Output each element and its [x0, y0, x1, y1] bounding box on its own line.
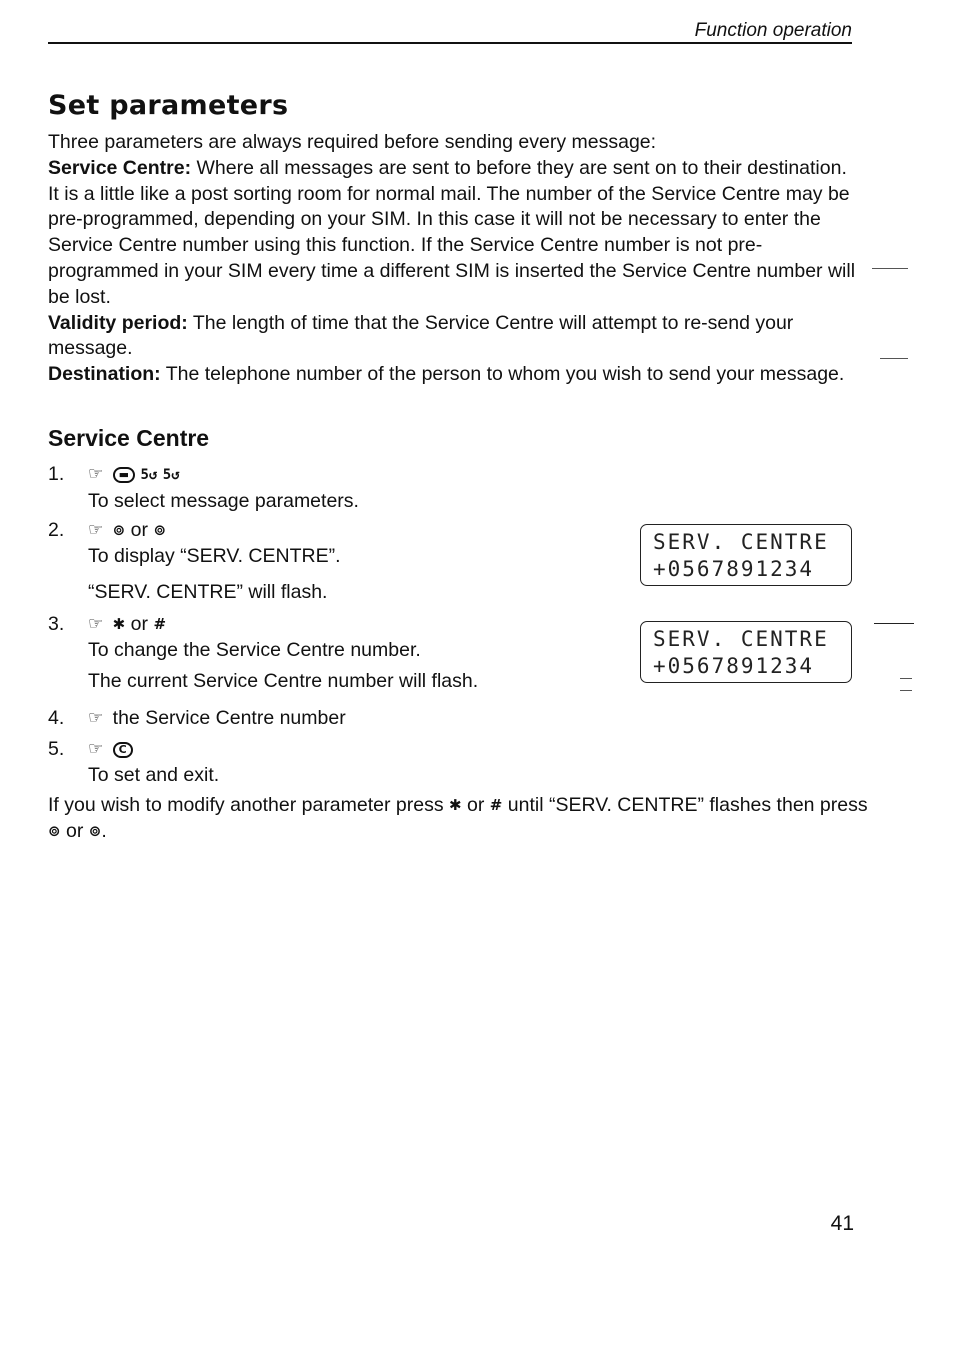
step-2-keys: [88, 517, 341, 543]
navigation-up-icon: ⊚: [48, 822, 61, 840]
navigation-up-icon: ⊚: [112, 521, 126, 539]
definition-service-centre: Where all messages are sent to before they are sent on to their destination. It is a little like a post sorting room for normal mail. The number of the Service Centre may be pre-programmed, depending on your SIM. In this case it will not be necessary to enter the Service Centre number using this function. If the Service Centre number is not pre-programmed in your SIM every time a different SIM is inserted the Service Centre number will be lost.: [48, 156, 856, 308]
margin-mark: [872, 268, 908, 269]
step-1-keys: [88, 461, 359, 488]
star-key-icon: ✱: [112, 615, 126, 633]
lcd-display-serv-centre-flashing: [640, 524, 852, 586]
step-number: 3.: [48, 613, 65, 635]
intro-item-service-centre: [48, 156, 858, 311]
intro-item-validity-period: [48, 311, 858, 363]
pointing-hand-icon: ☞: [88, 708, 104, 728]
clear-key-icon: C: [113, 742, 133, 758]
step-3-note: The current Service Centre number will flash.: [88, 670, 479, 692]
pointing-hand-icon: ☞: [88, 614, 104, 634]
step-2-note: “SERV. CENTRE” will flash.: [88, 581, 328, 603]
closing-paragraph: [48, 792, 868, 844]
margin-mark: [900, 678, 912, 679]
hash-key-icon: #: [153, 615, 167, 633]
term-validity-period: Validity period:: [48, 311, 188, 334]
step-4-description: the Service Centre number: [112, 707, 346, 729]
closing-part-2: until “SERV. CENTRE” flashes then press: [507, 794, 868, 816]
step-3-keys: [88, 611, 478, 637]
term-service-centre: Service Centre:: [48, 156, 192, 179]
header-rule: [48, 42, 852, 44]
definition-validity-period: The length of time that the Service Centre will attempt to re-send your message.: [48, 311, 794, 360]
intro-lead: Three parameters are always required before sending every message:: [48, 131, 657, 153]
page-title: Set parameters: [48, 90, 289, 121]
running-header: Function operation: [694, 20, 852, 41]
lcd-line-1: SERV. CENTRE: [653, 627, 829, 651]
intro-item-destination: [48, 362, 858, 388]
or-text: or: [467, 794, 485, 816]
step-3-description: To change the Service Centre number.: [88, 639, 421, 661]
key-5-icon: 5↺: [162, 467, 180, 483]
page-number: 41: [830, 1212, 854, 1235]
intro-section: [48, 130, 858, 388]
step-number: 4.: [48, 707, 65, 729]
or-text: or: [130, 613, 149, 635]
step-5-keys: [88, 736, 219, 762]
step-1-description: To select message parameters.: [88, 490, 359, 512]
margin-mark: [880, 358, 908, 359]
closing-end: .: [101, 820, 107, 842]
pointing-hand-icon: ☞: [88, 520, 104, 540]
margin-mark: [900, 690, 912, 691]
or-text: or: [130, 519, 149, 541]
key-5-icon: 5↺: [140, 467, 158, 483]
step-2-description: To display “SERV. CENTRE”.: [88, 545, 341, 567]
or-text: or: [66, 820, 84, 842]
margin-mark: [874, 623, 914, 624]
term-destination: Destination:: [48, 363, 161, 386]
step-5-description: To set and exit.: [88, 764, 220, 786]
lcd-display-number-flashing: [640, 621, 852, 683]
definition-destination: The telephone number of the person to whom you wish to send your message.: [160, 363, 845, 386]
step-number: 1.: [48, 463, 65, 485]
star-key-icon: ✱: [449, 796, 462, 814]
step-number: 5.: [48, 738, 65, 760]
step-number: 2.: [48, 519, 65, 541]
pointing-hand-icon: ☞: [88, 739, 104, 759]
navigation-down-icon: ⊚: [88, 822, 102, 840]
pointing-hand-icon: ☞: [88, 464, 104, 484]
lcd-line-1: SERV. CENTRE: [653, 530, 829, 554]
navigation-down-icon: ⊚: [153, 521, 167, 539]
menu-key-icon: ▬: [113, 467, 135, 483]
lcd-line-2: +0567891234: [653, 557, 815, 581]
lcd-line-2: +0567891234: [653, 654, 815, 678]
subsection-title: Service Centre: [48, 425, 210, 451]
closing-part-1: If you wish to modify another parameter press: [48, 794, 444, 816]
hash-key-icon: #: [489, 796, 503, 814]
